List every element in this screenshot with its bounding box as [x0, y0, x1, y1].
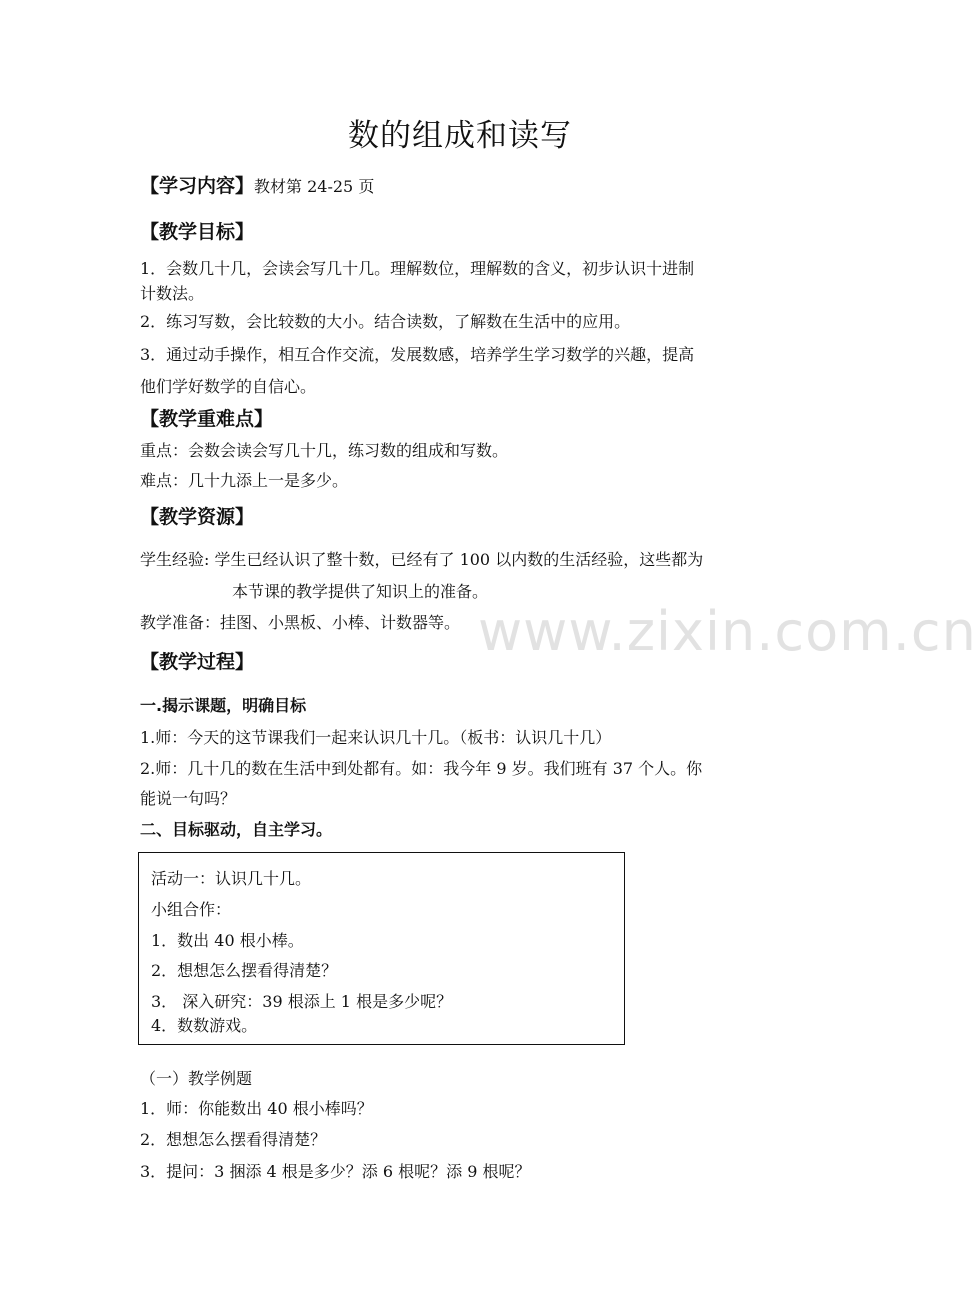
teaching-preparation: 教学准备：挂图、小黑板、小棒、计数器等。	[140, 613, 461, 632]
example-item-3: 3．提问：3 捆添 4 根是多少？添 6 根呢？添 9 根呢？	[140, 1162, 531, 1181]
section-2-title: 二、目标驱动，自主学习。	[140, 820, 333, 839]
objective-item-1-cont: 计数法。	[140, 284, 205, 303]
section-1-title: 一.揭示课题，明确目标	[140, 696, 307, 715]
activity-title: 活动一：认识几十几。	[151, 869, 312, 888]
key-points-heading: 【教学重难点】	[140, 408, 274, 430]
watermark-text: www.zixin.com.cn	[478, 600, 977, 663]
learning-content-row	[140, 176, 374, 197]
document-title: 数的组成和读写	[348, 118, 572, 154]
objective-item-3-cont: 他们学好数学的自信心。	[140, 377, 317, 396]
student-experience-cont: 本节课的教学提供了知识上的准备。	[232, 582, 489, 601]
section-1-item-2: 2.师：几十几的数在生活中到处都有。如：我今年 9 岁。我们班有 37 个人。你	[140, 759, 703, 778]
activity-step-2: 2．想想怎么摆看得清楚？	[151, 961, 338, 980]
section-1-item-2-cont: 能说一句吗？	[140, 789, 237, 808]
learning-content-label: 【学习内容】	[140, 175, 255, 197]
activity-step-1: 1．数出 40 根小棒。	[151, 931, 304, 950]
example-item-1: 1．师：你能数出 40 根小棒吗？	[140, 1099, 373, 1118]
process-heading: 【教学过程】	[140, 651, 255, 673]
key-point-difficulty: 难点：几十九添上一是多少。	[140, 471, 349, 490]
objectives-heading: 【教学目标】	[140, 221, 255, 243]
learning-content-text: 教材第 24-25 页	[254, 177, 375, 196]
section-1-item-1: 1.师：今天的这节课我们一起来认识几十几。（板书：认识几十几）	[140, 728, 612, 747]
key-point-focus: 重点：会数会读会写几十几，练习数的组成和写数。	[140, 441, 509, 460]
example-item-2: 2．想想怎么摆看得清楚？	[140, 1130, 327, 1149]
student-experience: 学生经验: 学生已经认识了整十数，已经有了 100 以内数的生活经验，这些都为	[140, 550, 704, 569]
activity-box	[138, 852, 625, 1045]
example-heading: （一）教学例题	[140, 1069, 253, 1088]
objective-item-2: 2．练习写数，会比较数的大小。结合读数，了解数在生活中的应用。	[140, 312, 631, 331]
activity-step-3: 3． 深入研究：39 根添上 1 根是多少呢？	[151, 992, 453, 1011]
objective-item-1: 1．会数几十几，会读会写几十几。理解数位，理解数的含义，初步认识十进制	[140, 259, 695, 278]
resources-heading: 【教学资源】	[140, 506, 255, 528]
objective-item-3: 3．通过动手操作，相互合作交流，发展数感，培养学生学习数学的兴趣，提高	[140, 345, 695, 364]
activity-group-work: 小组合作：	[151, 900, 232, 919]
activity-step-4: 4．数数游戏。	[151, 1016, 258, 1035]
